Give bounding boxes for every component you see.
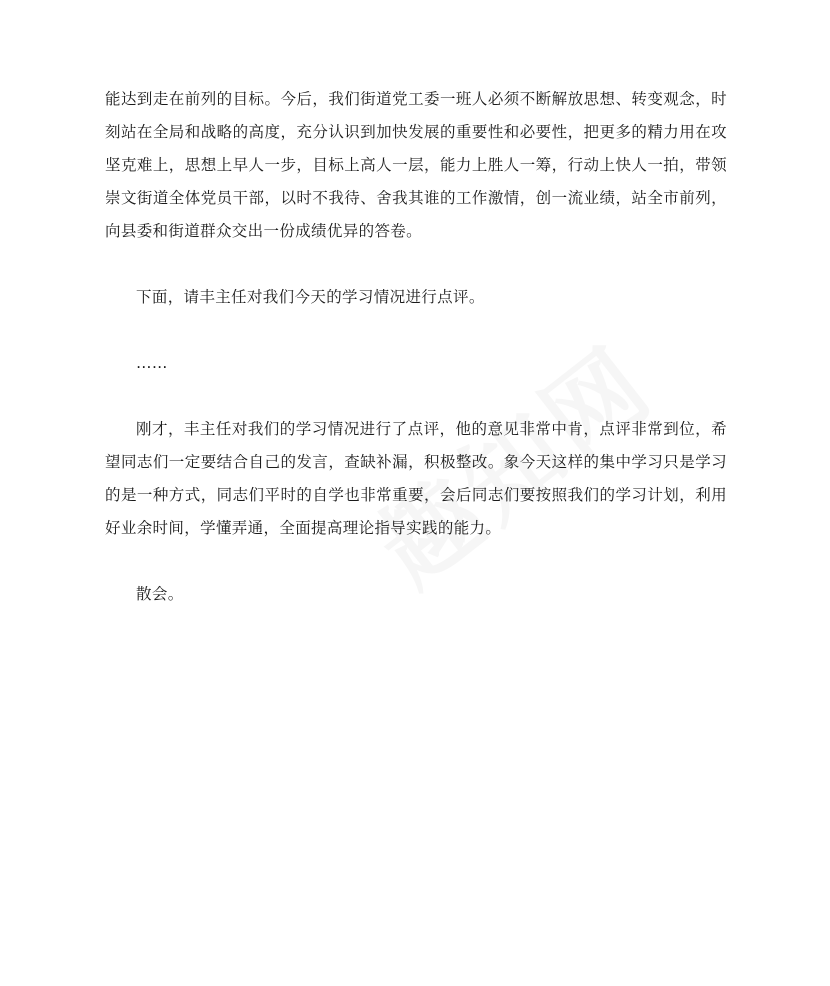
paragraph-spacer [105,380,727,413]
document-body [105,83,727,611]
paragraph-spacer [105,314,727,347]
paragraph-invite-review: 下面，请丰主任对我们今天的学习情况进行点评。 [136,288,485,306]
paragraph-summary: 刚才，丰主任对我们的学习情况进行了点评，他的意见非常中肯，点评非常到位，希望同志们一定要结合自己的发言，查缺补漏，积极整改。象今天这样的集中学习只是学习的是一种方式，同志们平时的自学也非常重要，会后同志们要按照我们的学习计划，利用好业余时间，学懂弄通，全面提高理论指导实践的能力。 [105,420,727,537]
paragraph-spacer [105,248,727,281]
paragraph-ellipsis: …… [136,354,168,372]
paragraph-adjourn: 散会。 [136,585,184,603]
paragraph-spacer [105,545,727,578]
paragraph-closing-remarks: 能达到走在前列的目标。今后，我们街道党工委一班人必须不断解放思想、转变观念，时刻站在全局和战略的高度，充分认识到加快发展的重要性和必要性，把更多的精力用在攻坚克难上，思想上早人一步，目标上高人一层，能力上胜人一筹，行动上快人一拍，带领崇文街道全体党员干部，以时不我待、舍我其谁的工作激情，创一流业绩，站全市前列，向县委和街道群众交出一份成绩优异的答卷。 [105,90,727,240]
